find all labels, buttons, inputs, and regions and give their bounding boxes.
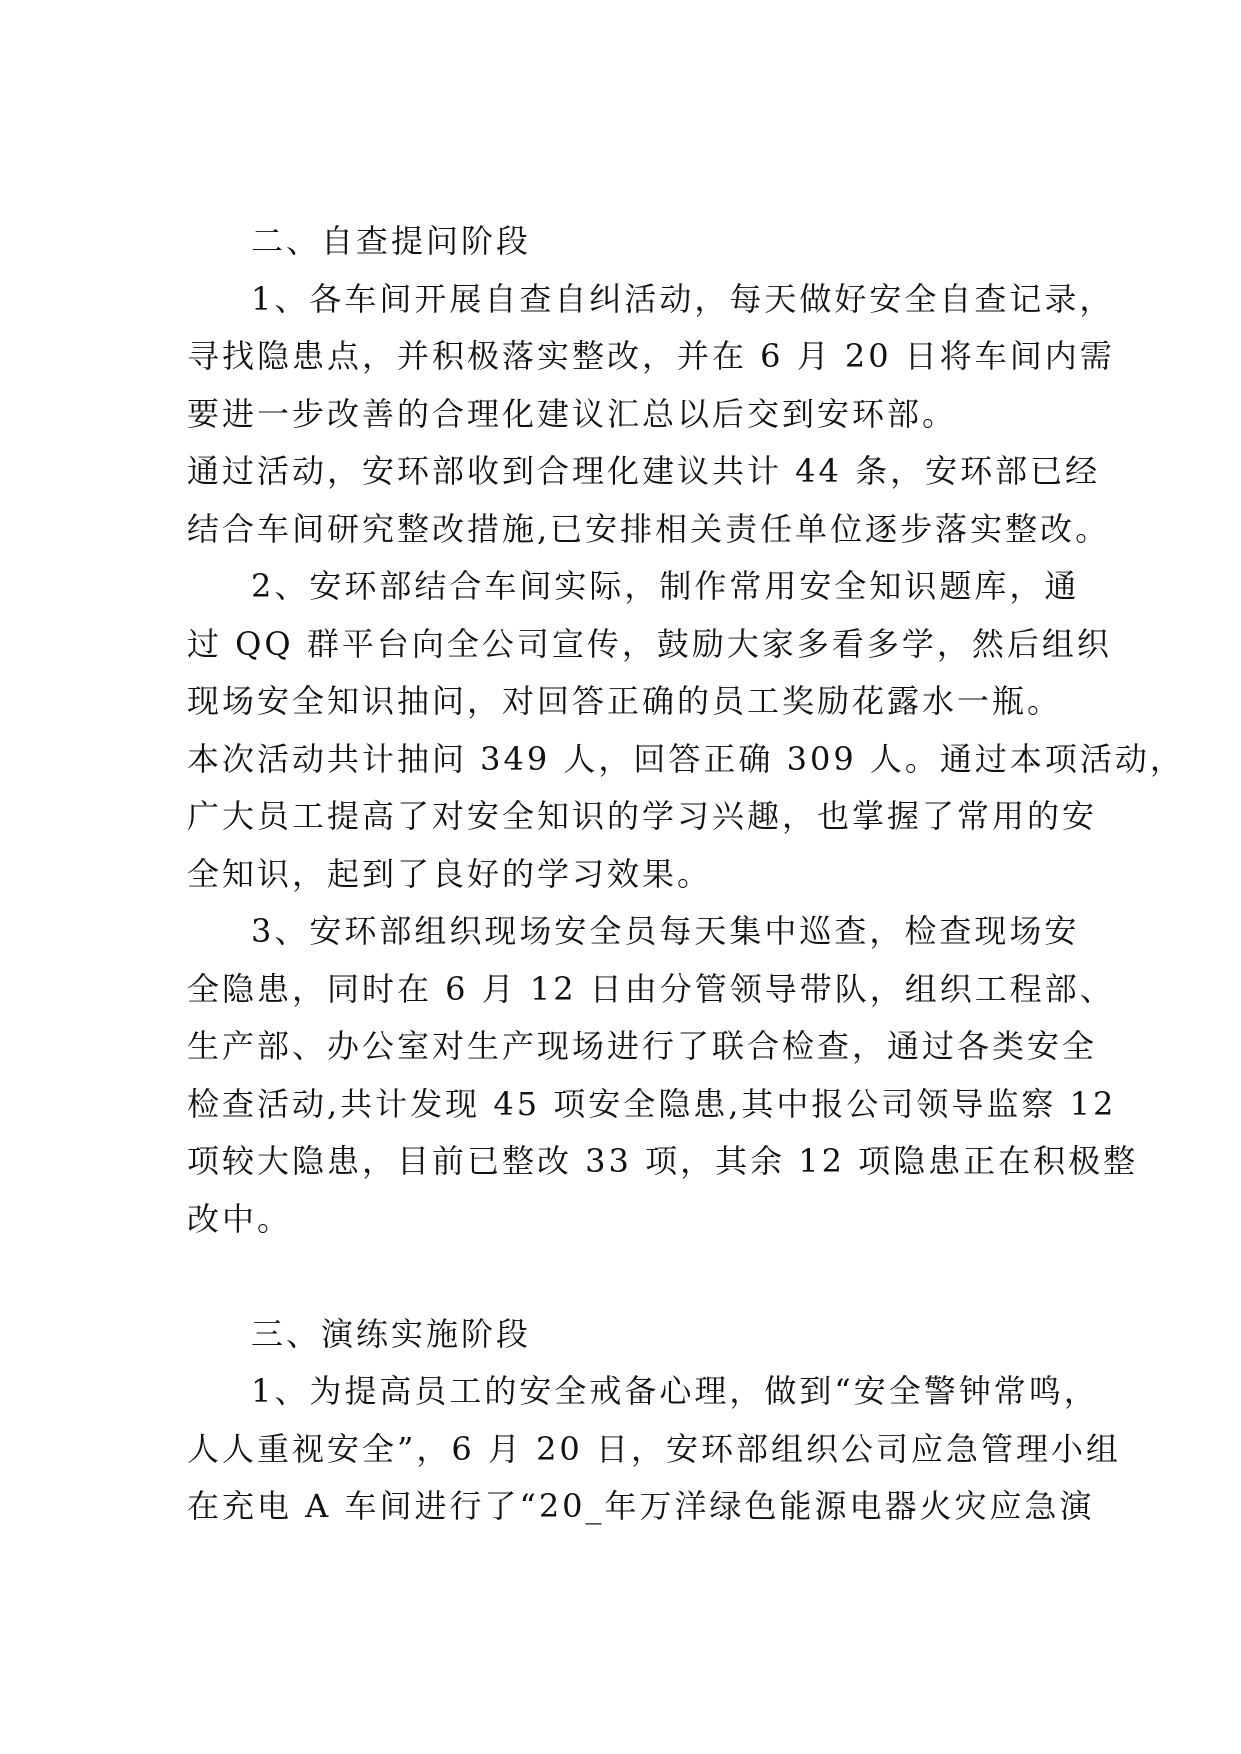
paragraph-line: 1、各车间开展自查自纠活动，每天做好安全自查记录，: [251, 279, 1115, 318]
paragraph-line: 通过活动，安环部收到合理化建议共计 44 条，安环部已经: [187, 452, 1101, 490]
document-body: [187, 213, 1185, 1536]
paragraph-line: 人人重视安全”，6 月 20 日，安环部组织公司应急管理小组: [187, 1429, 1121, 1468]
paragraph-line: 本次活动共计抽问 349 人，回答正确 309 人。通过本项活动，: [187, 739, 1185, 778]
paragraph-line: 现场安全知识抽问，对回答正确的员工奖励花露水一瓶。: [187, 682, 1063, 720]
section-heading-3: 三、演练实施阶段: [251, 1314, 532, 1353]
paragraph-line: 过 QQ 群平台向全公司宣传，鼓励大家多看多学，然后组织: [187, 624, 1112, 663]
paragraph-line: 2、安环部结合车间实际，制作常用安全知识题库，通: [251, 567, 1080, 605]
paragraph-line: 结合车间研究整改措施,已安排相关责任单位逐步落实整改。: [187, 509, 1111, 548]
paragraph-line: 改中。: [187, 1199, 293, 1238]
paragraph-line: 生产部、办公室对生产现场进行了联合检查，通过各类安全: [187, 1027, 1098, 1065]
paragraph-line: 广大员工提高了对安全知识的学习兴趣，也掌握了常用的安: [187, 797, 1098, 835]
paragraph-line: 在充电 A 车间进行了“20_年万洋绿色能源电器火灾应急演: [187, 1487, 1095, 1525]
paragraph-line: 全知识，起到了良好的学习效果。: [187, 854, 713, 893]
paragraph-line: 检查活动,共计发现 45 项安全隐患,其中报公司领导监察 12: [187, 1084, 1117, 1123]
paragraph-line: 1、为提高员工的安全戒备心理，做到“安全警钟常鸣，: [251, 1372, 1099, 1410]
paragraph-line: 全隐患，同时在 6 月 12 日由分管领导带队，组织工程部、: [187, 969, 1115, 1008]
paragraph-line: 要进一步改善的合理化建议汇总以后交到安环部。: [187, 394, 958, 433]
paragraph-line: 寻找隐患点，并积极落实整改，并在 6 月 20 日将车间内需: [187, 337, 1115, 375]
section-gap: [187, 1248, 1062, 1306]
section-heading-2: 二、自查提问阶段: [251, 222, 532, 260]
paragraph-line: 3、安环部组织现场安全员每天集中巡查，检查现场安: [251, 912, 1080, 950]
paragraph-line: 项较大隐患，目前已整改 33 项，其余 12 项隐患正在积极整: [187, 1142, 1139, 1180]
